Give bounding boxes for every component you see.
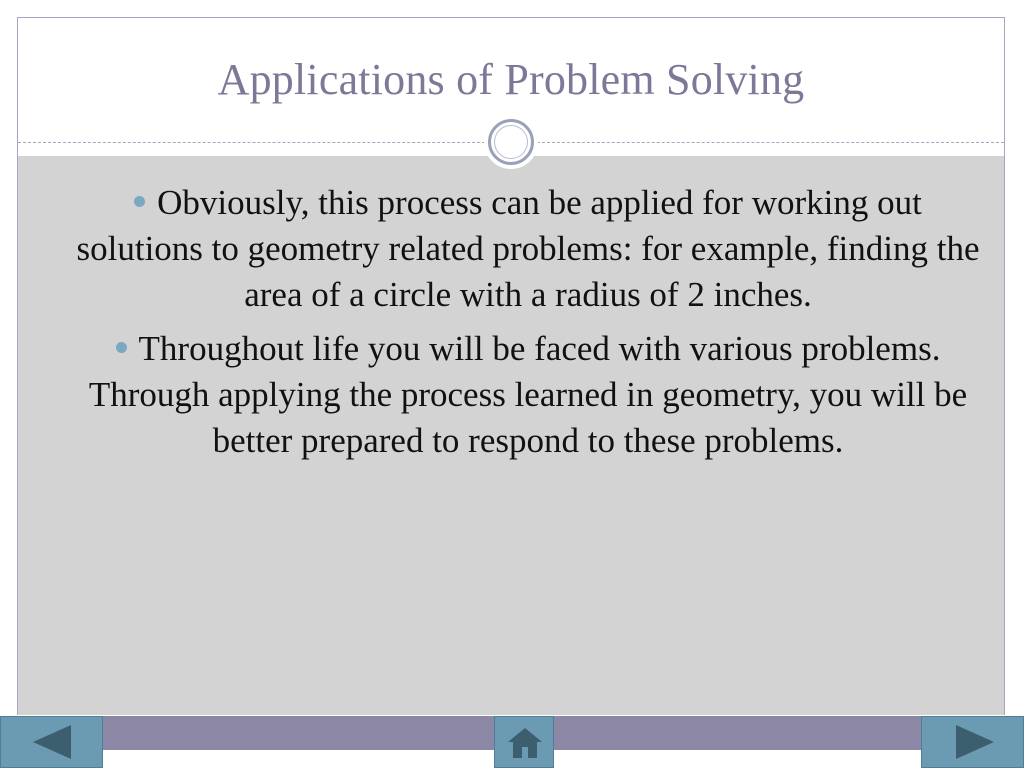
content-area bbox=[18, 156, 1004, 715]
arrow-right-icon bbox=[956, 725, 994, 759]
circle-ornament-inner bbox=[494, 125, 528, 159]
slide-title: Applications of Problem Solving bbox=[217, 55, 805, 104]
previous-slide-button[interactable] bbox=[0, 716, 103, 768]
bullet-text: Obviously, this process can be applied for working out solutions to geometry related problems: for example, finding the area of a circle with a radius of 2 inches. bbox=[76, 183, 980, 314]
home-button[interactable] bbox=[494, 716, 554, 768]
bullet-list bbox=[68, 180, 988, 472]
arrow-left-icon bbox=[33, 725, 71, 759]
slide-frame bbox=[17, 17, 1005, 715]
next-slide-button[interactable] bbox=[921, 716, 1024, 768]
home-icon bbox=[505, 725, 545, 761]
navigation-bar bbox=[0, 716, 1024, 768]
bullet-item bbox=[68, 326, 988, 464]
bullet-dot-icon bbox=[134, 196, 145, 207]
bullet-text: Throughout life you will be faced with various problems. Through applying the process learned in geometry, you will be better prepared to respond to these problems. bbox=[88, 329, 968, 460]
bullet-item bbox=[68, 180, 988, 318]
bullet-dot-icon bbox=[116, 342, 127, 353]
